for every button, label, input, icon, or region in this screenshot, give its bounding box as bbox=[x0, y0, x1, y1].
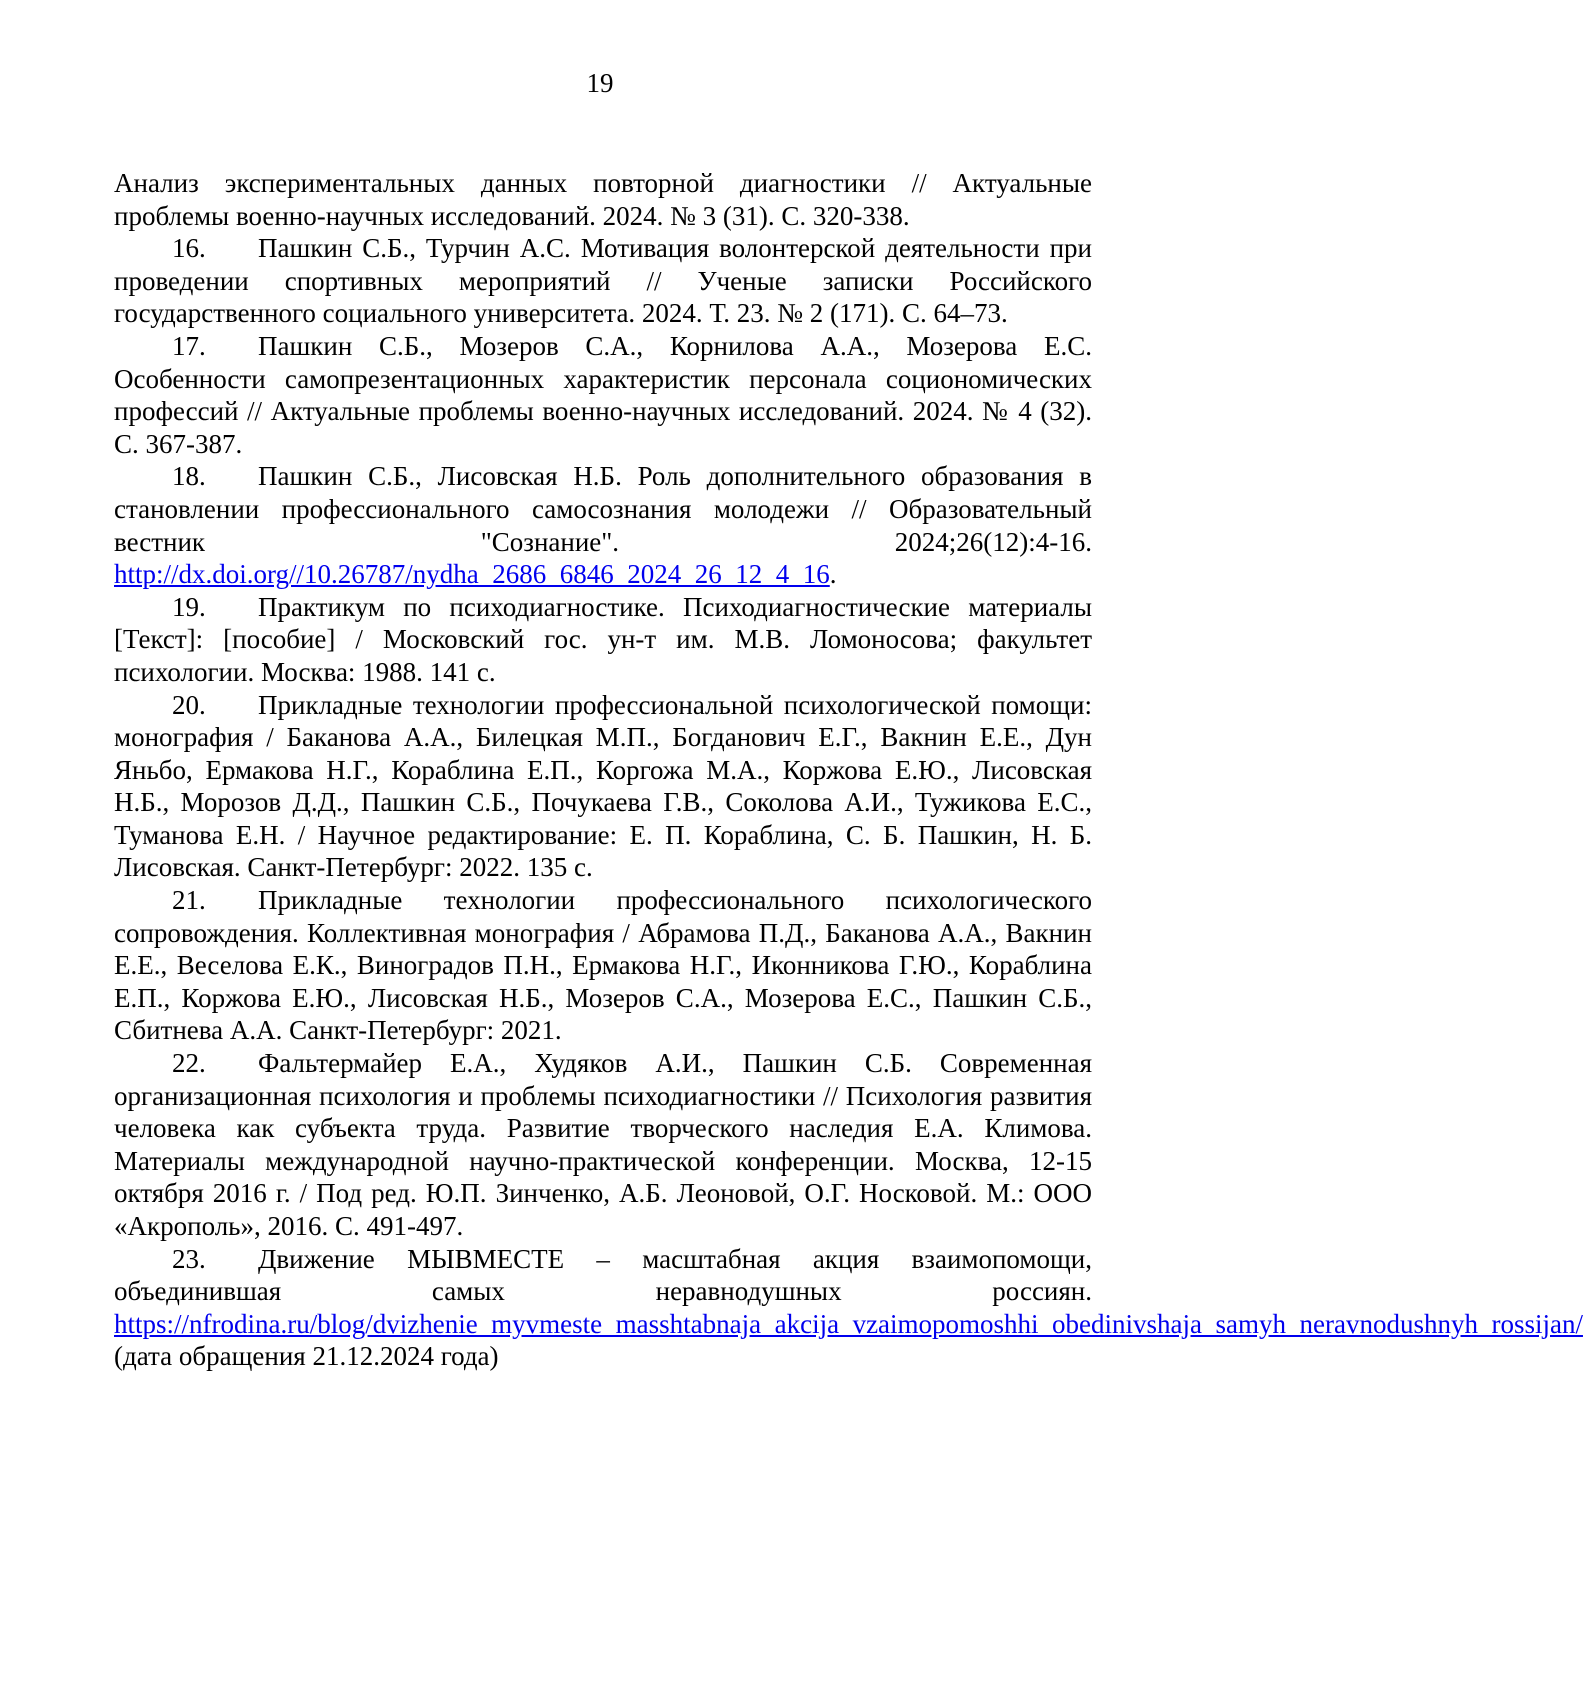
reference-18 bbox=[114, 460, 1092, 590]
reference-continuation bbox=[114, 167, 1092, 232]
reference-text: Пашкин С.Б., Мозеров С.А., Корнилова А.А., Мозерова Е.С. Особенности самопрезентационных характеристик персонала социономических профессий // Актуальные проблемы военно-научных исследований. 2024. № 4 (32). С. 367-387. bbox=[114, 330, 1092, 459]
reference-19 bbox=[114, 591, 1092, 689]
page-number: 19 bbox=[586, 68, 614, 98]
reference-number: 22. bbox=[172, 1048, 206, 1079]
reference-text: Движение МЫВМЕСТЕ – масштабная акция взаимопомощи, объединившая самых неравнодушных россиян. bbox=[114, 1243, 1092, 1307]
reference-17 bbox=[114, 330, 1092, 460]
reference-number: 16. bbox=[172, 233, 206, 264]
reference-list bbox=[114, 167, 1583, 1373]
reference-16 bbox=[114, 232, 1092, 330]
reference-20 bbox=[114, 689, 1092, 885]
doi-link[interactable]: http://dx.doi.org//10.26787/nydha_2686_6846_2024_26_12_4_16 bbox=[114, 559, 830, 590]
reference-22 bbox=[114, 1047, 1092, 1243]
reference-number: 17. bbox=[172, 330, 206, 361]
reference-tail: . bbox=[829, 559, 837, 590]
web-link[interactable]: https://nfrodina.ru/blog/dvizhenie_myvmeste_masshtabnaja_akcija_vzaimopomoshhi_obedinivshaja_samyh_neravnodushnyh_rossijan/ bbox=[114, 1308, 1583, 1339]
reference-text: Пашкин С.Б., Лисовская Н.Б. Роль дополнительного образования в становлении профессионального самосознания молодежи // Образовательный вестник "Сознание". 2024;26(12):4-16. bbox=[114, 461, 1092, 557]
reference-number: 20. bbox=[172, 689, 206, 720]
reference-text: Анализ экспериментальных данных повторной диагностики // Актуальные проблемы военно-научных исследований. 2024. № 3 (31). С. 320-338. bbox=[114, 168, 1092, 231]
reference-text: Практикум по психодиагностике. Психодиагностические материалы [Текст]: [пособие] / Московский гос. ун-т им. М.В. Ломоносова; факультет психологии. Москва: 1988. 141 с. bbox=[114, 591, 1092, 687]
reference-text: Пашкин С.Б., Турчин А.С. Мотивация волонтерской деятельности при проведении спортивных мероприятий // Ученые записки Российского государственного социального университета. 2024. Т. 23. № 2 (171). С. 64–73. bbox=[114, 233, 1092, 329]
reference-number: 19. bbox=[172, 591, 206, 622]
reference-text: Прикладные технологии профессиональной психологической помощи: монография / Баканова А.А., Билецкая М.П., Богданович Е.Г., Вакнин Е.Е., Дун Яньбо, Ермакова Н.Г., Кораблина Е.П., Коргожа М.А., Коржова Е.Ю., Лисовская Н.Б., Морозов Д.Д., Пашкин С.Б., Почукаева Г.В., Соколова А.И., Тужикова Е.С., Туманова Е.Н. / Научное редактирование: Е. П. Кораблина, С. Б. Пашкин, Н. Б. Лисовская. Санкт-Петербург: 2022. 135 с. bbox=[114, 689, 1092, 883]
reference-23 bbox=[114, 1243, 1583, 1373]
reference-number: 21. bbox=[172, 885, 206, 916]
reference-tail: (дата обращения 21.12.2024 года) bbox=[114, 1341, 499, 1372]
reference-number: 18. bbox=[172, 461, 206, 492]
reference-text: Прикладные технологии профессионального психологического сопровождения. Коллективная монография / Абрамова П.Д., Баканова А.А., Вакнин Е.Е., Веселова Е.К., Виноградов П.Н., Ермакова Н.Г., Иконникова Г.Ю., Кораблина Е.П., Коржова Е.Ю., Лисовская Н.Б., Мозеров С.А., Мозерова Е.С., Пашкин С.Б., Сбитнева А.А. Санкт-Петербург: 2021. bbox=[114, 885, 1092, 1046]
reference-21 bbox=[114, 884, 1092, 1047]
reference-text: Фальтермайер Е.А., Худяков А.И., Пашкин С.Б. Современная организационная психология и проблемы психодиагностики // Психология развития человека как субъекта труда. Развитие творческого наследия Е.А. Климова. Материалы международной научно-практической конференции. Москва, 12-15 октября 2016 г. / Под ред. Ю.П. Зинченко, А.Б. Леоновой, О.Г. Носковой. М.: ООО «Акрополь», 2016. С. 491-497. bbox=[114, 1048, 1092, 1241]
reference-number: 23. bbox=[172, 1243, 206, 1274]
